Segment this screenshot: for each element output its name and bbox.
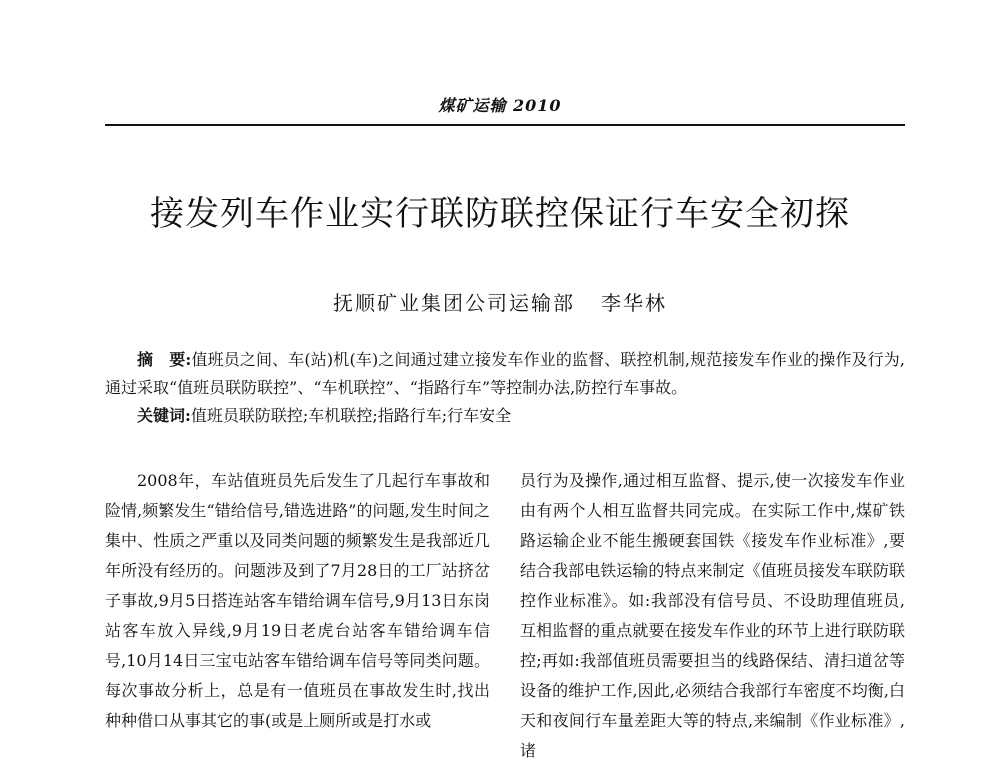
abstract-text: 值班员之间、车(站)机(车)之间通过建立接发车作业的监督、联控机制,规范接发车作业的操作及行为,通过采取“值班员联防联控”、“车机联控”、“指路行车”等控制办法,防控行车事故。	[105, 350, 905, 397]
body-column-right	[520, 466, 905, 766]
keywords-paragraph	[105, 402, 905, 430]
header-rule	[105, 124, 905, 126]
abstract-label: 摘 要:	[137, 350, 192, 369]
body-paragraph-left: 2008年，车站值班员先后发生了几起行车事故和险情,频繁发生“错给信号,错选进路”的问题,发生时间之集中、性质之严重以及同类问题的频繁发生是我部近几年所没有经历的。问题涉及到了7月28日的工厂站挤岔子事故,9月5日搭连站客车错给调车信号,9月13日东岗站客车放入异线,9月19日老虎台站客车错给调车信号,10月14日三宝屯站客车错给调车信号等同类问题。每次事故分析上，总是有一值班员在事故发生时,找出种种借口从事其它的事(或是上厕所或是打水或	[105, 471, 490, 730]
keywords-text: 值班员联防联控;车机联控;指路行车;行车安全	[190, 406, 512, 425]
author-affiliation: 抚顺矿业集团公司运输部	[333, 291, 575, 315]
running-head: 煤矿运输 2010	[438, 96, 562, 115]
body-paragraph-right: 员行为及操作,通过相互监督、提示,使一次接发车作业由有两个人相互监督共同完成。在实际工作中,煤矿铁路运输企业不能生搬硬套国铁《接发车作业标准》,要结合我部电铁运输的特点来制定《值班员接发车联防联控作业标准》。如:我部没有信号员、不设助理值班员,互相监督的重点就要在接发车作业的环节上进行联防联控;再如:我部值班员需要担当的线路保结、清扫道岔等设备的维护工作,因此,必须结合我部行车密度不均衡,白天和夜间行车量差距大等的特点,来编制《作业标准》,诸	[520, 471, 905, 760]
body-column-left	[105, 466, 490, 736]
keywords-label: 关键词:	[137, 406, 191, 425]
abstract-block	[105, 346, 905, 430]
author-name: 李华林	[601, 291, 667, 315]
article-title: 接发列车作业实行联防联控保证行车安全初探	[150, 194, 850, 234]
author-line	[0, 287, 1000, 316]
abstract-paragraph	[105, 346, 905, 402]
